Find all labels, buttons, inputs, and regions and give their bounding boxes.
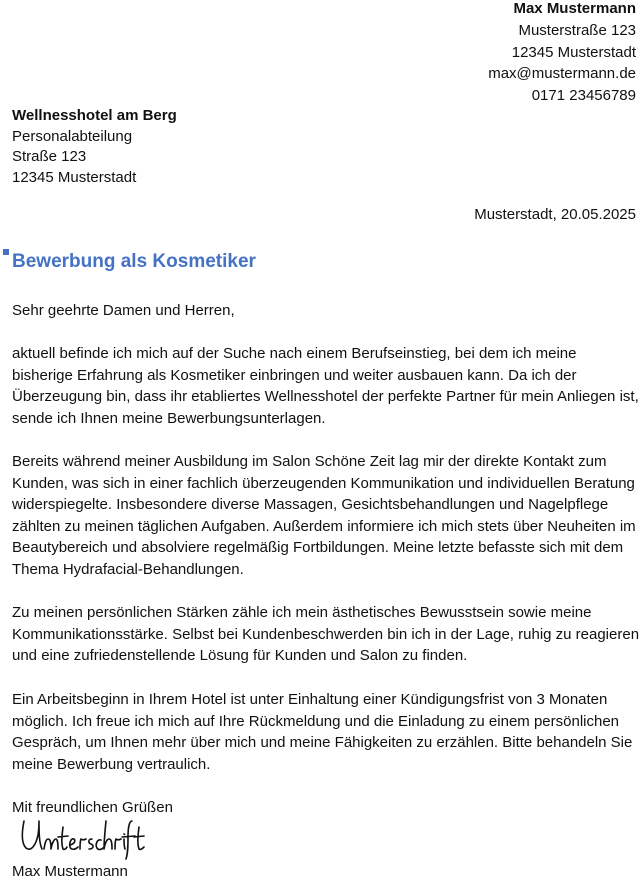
- recipient-block: [12, 106, 177, 188]
- letter-subject: Bewerbung als Kosmetiker: [12, 251, 256, 272]
- letter-date: Musterstadt, 20.05.2025: [474, 206, 636, 223]
- recipient-city: 12345 Musterstadt: [12, 168, 137, 186]
- body-paragraph-1: aktuell befinde ich mich auf der Suche nach einem Berufseinstieg, bei dem ich meine bisherige Erfahrung als Kosmetiker einbringen und weiter ausbauen kann. Da ich der Überzeugung bin, dass ihr etabliertes Wellnesshotel der perfekte Partner für mein Anliegen ist, sende ich Ihnen meine Bewerbungsunterlagen.: [12, 345, 639, 427]
- recipient-street: Straße 123: [12, 148, 87, 165]
- handwritten-signature: [18, 815, 148, 861]
- body-paragraph-4: Ein Arbeitsbeginn in Ihrem Hotel ist unter Einhaltung einer Kündigungsfrist von 3 Monaten möglich. Ich freue ich mich auf Ihre Rückmeldung und die Einladung zu einem persönlichen Gespräch, um Ihnen mehr über mich und meine Fähigkeiten zu erzählen. Bitte behandeln Sie meine Bewerbung vertraulich.: [12, 691, 633, 773]
- sender-city: 12345 Musterstadt: [511, 43, 636, 61]
- sender-phone: 0171 23456789: [531, 87, 636, 105]
- recipient-department: Personalabteilung: [12, 127, 133, 145]
- closing: Mit freundlichen Grüßen: [12, 799, 173, 816]
- sender-street: Musterstraße 123: [518, 21, 636, 39]
- sender-block: [488, 0, 636, 107]
- sender-email: max@mustermann.de: [488, 65, 636, 83]
- subject-marker: [3, 249, 9, 255]
- sender-name: Max Mustermann: [513, 0, 636, 17]
- recipient-company: Wellnesshotel am Berg: [12, 107, 177, 124]
- body-paragraph-3: Zu meinen persönlichen Stärken zähle ich mein ästhetisches Bewusstsein sowie meine Kommunikationsstärke. Selbst bei Kundenbeschwerden bin ich in der Lage, ruhig zu reagieren und eine zufriedenstellende Lösung für Kunden und Salon zu finden.: [12, 604, 639, 665]
- body-paragraph-2: Bereits während meiner Ausbildung im Salon Schöne Zeit lag mir der direkte Kontakt zum Kunden, was sich in einer fachlich überzeugenden Kommunikation und individuellen Beratung widerspiegelte. Insbesondere diverse Massagen, Gesichtsbehandlungen und Nagelpflege zählten zu meinen täglichen Aufgaben. Außerdem informiere ich mich stets über Neuheiten im Beautybereich und absolviere regelmäßig Fortbildungen. Meine letzte befasste sich mit dem Thema Hydrafacial-Behandlungen.: [12, 453, 636, 578]
- salutation: Sehr geehrte Damen und Herren,: [12, 302, 235, 319]
- signer-name: Max Mustermann: [12, 863, 128, 880]
